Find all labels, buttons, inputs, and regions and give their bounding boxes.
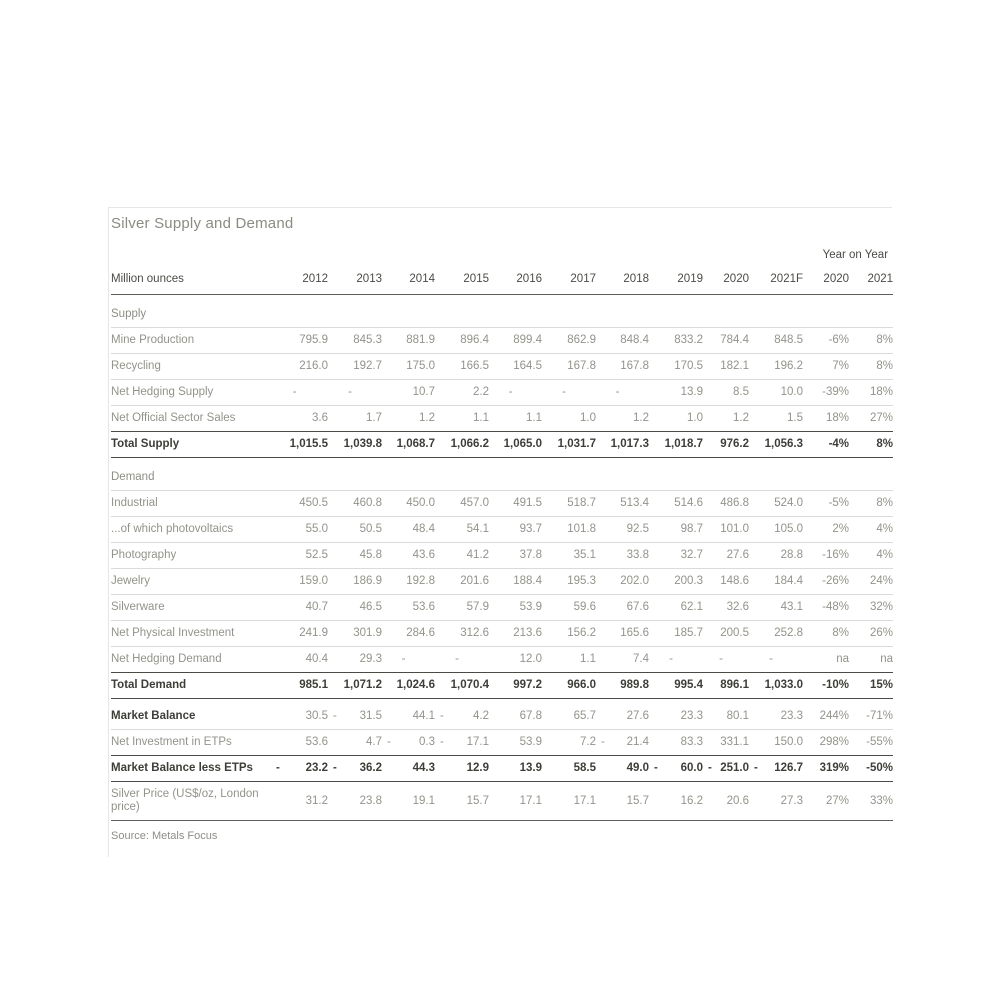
- value-cell: - 0.3: [382, 730, 435, 756]
- value-cell: 881.9: [382, 328, 435, 354]
- value-cell: 1.1: [489, 406, 542, 432]
- value-cell: 33.8: [596, 543, 649, 569]
- yoy-cell: 18%: [803, 406, 849, 432]
- value-cell: 167.8: [542, 354, 596, 380]
- value-cell: 7.4: [596, 647, 649, 673]
- value-cell: 862.9: [542, 328, 596, 354]
- yoy-cell: 18%: [849, 380, 893, 406]
- value-cell: 201.6: [435, 569, 489, 595]
- value-cell: 1,017.3: [596, 432, 649, 458]
- value-cell: -: [649, 647, 703, 673]
- yoy-cell: -16%: [803, 543, 849, 569]
- value-cell: 62.1: [649, 595, 703, 621]
- value-cell: 1,070.4: [435, 673, 489, 699]
- value-cell: 1,015.5: [271, 432, 328, 458]
- yoy-cell: 32%: [849, 595, 893, 621]
- row-label: Total Demand: [111, 673, 271, 699]
- value-cell: 53.6: [271, 730, 328, 756]
- yoy-cell: -5%: [803, 491, 849, 517]
- yoy-cell: 27%: [849, 406, 893, 432]
- value-cell: 186.9: [328, 569, 382, 595]
- table-row: [111, 328, 893, 354]
- yoy-cell: 8%: [849, 354, 893, 380]
- table-row: [111, 699, 893, 730]
- table-row: [111, 543, 893, 569]
- value-cell: 976.2: [703, 432, 749, 458]
- column-header-year: 2017: [570, 273, 596, 285]
- value-cell: 301.9: [328, 621, 382, 647]
- table-header: [111, 232, 893, 295]
- data-table: [111, 232, 893, 821]
- value-cell: 1.2: [703, 406, 749, 432]
- row-label: Net Investment in ETPs: [111, 730, 271, 756]
- value-cell: 460.8: [328, 491, 382, 517]
- yoy-cell: 319%: [803, 756, 849, 782]
- yoy-cell: -4%: [803, 432, 849, 458]
- value-cell: 1,033.0: [749, 673, 803, 699]
- row-label: Industrial: [111, 491, 271, 517]
- row-label: Market Balance: [111, 699, 271, 730]
- value-cell: 59.6: [542, 595, 596, 621]
- value-cell: 200.5: [703, 621, 749, 647]
- value-cell: 284.6: [382, 621, 435, 647]
- value-cell: 17.1: [542, 782, 596, 821]
- value-cell: 241.9: [271, 621, 328, 647]
- value-cell: 67.8: [489, 699, 542, 730]
- value-cell: 49.0: [596, 756, 649, 782]
- value-cell: 166.5: [435, 354, 489, 380]
- table-row: [111, 647, 893, 673]
- value-cell: 784.4: [703, 328, 749, 354]
- yoy-cell: 298%: [803, 730, 849, 756]
- value-cell: 27.6: [596, 699, 649, 730]
- table-row: [111, 730, 893, 756]
- table-row: [111, 595, 893, 621]
- value-cell: 1.1: [435, 406, 489, 432]
- year-on-year-label: Year on Year: [822, 249, 889, 261]
- column-header-yoy: 2020: [823, 273, 850, 285]
- value-cell: 156.2: [542, 621, 596, 647]
- table-row: [111, 673, 893, 699]
- yoy-cell: 244%: [803, 699, 849, 730]
- value-cell: 1,068.7: [382, 432, 435, 458]
- value-cell: 1,066.2: [435, 432, 489, 458]
- value-cell: 899.4: [489, 328, 542, 354]
- section-label: Supply: [111, 295, 893, 328]
- value-cell: 331.1: [703, 730, 749, 756]
- row-label: ...of which photovoltaics: [111, 517, 271, 543]
- column-header-year: 2012: [302, 273, 328, 285]
- value-cell: 1.2: [382, 406, 435, 432]
- value-cell: 43.1: [749, 595, 803, 621]
- row-label: Net Physical Investment: [111, 621, 271, 647]
- row-label: Net Hedging Supply: [111, 380, 271, 406]
- value-cell: 1,056.3: [749, 432, 803, 458]
- value-cell: 1,024.6: [382, 673, 435, 699]
- silver-supply-demand-panel: [108, 207, 892, 857]
- value-cell: 148.6: [703, 569, 749, 595]
- section-label: Demand: [111, 458, 893, 491]
- value-cell: -: [703, 647, 749, 673]
- yoy-cell: -55%: [849, 730, 893, 756]
- value-cell: 12.9: [435, 756, 489, 782]
- value-cell: -: [271, 380, 328, 406]
- value-cell: 848.4: [596, 328, 649, 354]
- value-cell: 54.1: [435, 517, 489, 543]
- yoy-cell: 2%: [803, 517, 849, 543]
- value-cell: 83.3: [649, 730, 703, 756]
- row-label: Silver Price (US$/oz, London price): [111, 782, 271, 821]
- value-cell: 2.2: [435, 380, 489, 406]
- value-cell: 32.7: [649, 543, 703, 569]
- value-cell: 10.7: [382, 380, 435, 406]
- value-cell: -: [542, 380, 596, 406]
- value-cell: 1.0: [542, 406, 596, 432]
- value-cell: 985.1: [271, 673, 328, 699]
- value-cell: 52.5: [271, 543, 328, 569]
- value-cell: 795.9: [271, 328, 328, 354]
- table-row: [111, 406, 893, 432]
- value-cell: 46.5: [328, 595, 382, 621]
- value-cell: 13.9: [489, 756, 542, 782]
- value-cell: 43.6: [382, 543, 435, 569]
- column-header-year: 2020: [723, 273, 749, 285]
- yoy-cell: 8%: [849, 491, 893, 517]
- value-cell: 164.5: [489, 354, 542, 380]
- value-cell: 16.2: [649, 782, 703, 821]
- value-cell: 53.9: [489, 730, 542, 756]
- value-cell: - 4.2: [435, 699, 489, 730]
- yoy-cell: 8%: [849, 328, 893, 354]
- value-cell: -: [328, 380, 382, 406]
- yoy-cell: 4%: [849, 517, 893, 543]
- value-cell: 513.4: [596, 491, 649, 517]
- value-cell: 31.2: [271, 782, 328, 821]
- yoy-cell: 4%: [849, 543, 893, 569]
- yoy-cell: 26%: [849, 621, 893, 647]
- table-row: [111, 491, 893, 517]
- value-cell: 3.6: [271, 406, 328, 432]
- value-cell: 50.5: [328, 517, 382, 543]
- value-cell: 150.0: [749, 730, 803, 756]
- value-cell: 848.5: [749, 328, 803, 354]
- value-cell: 40.7: [271, 595, 328, 621]
- value-cell: - 17.1: [435, 730, 489, 756]
- value-cell: -: [435, 647, 489, 673]
- row-label: Net Hedging Demand: [111, 647, 271, 673]
- row-label: Total Supply: [111, 432, 271, 458]
- value-cell: 195.3: [542, 569, 596, 595]
- value-cell: 450.0: [382, 491, 435, 517]
- value-cell: 20.6: [703, 782, 749, 821]
- value-cell: 450.5: [271, 491, 328, 517]
- value-cell: 833.2: [649, 328, 703, 354]
- yoy-cell: -26%: [803, 569, 849, 595]
- page-title: Silver Supply and Demand: [111, 215, 294, 232]
- value-cell: 1,018.7: [649, 432, 703, 458]
- value-cell: 32.6: [703, 595, 749, 621]
- value-cell: 845.3: [328, 328, 382, 354]
- value-cell: 7.2: [542, 730, 596, 756]
- value-cell: 41.2: [435, 543, 489, 569]
- value-cell: - 23.2: [271, 756, 328, 782]
- value-cell: 514.6: [649, 491, 703, 517]
- value-cell: 213.6: [489, 621, 542, 647]
- value-cell: 13.9: [649, 380, 703, 406]
- value-cell: 216.0: [271, 354, 328, 380]
- value-cell: 192.8: [382, 569, 435, 595]
- table-row: [111, 295, 893, 328]
- yoy-cell: -39%: [803, 380, 849, 406]
- value-cell: 53.9: [489, 595, 542, 621]
- value-cell: 185.7: [649, 621, 703, 647]
- value-cell: 1.0: [649, 406, 703, 432]
- value-cell: - 31.5: [328, 699, 382, 730]
- table-row: [111, 432, 893, 458]
- value-cell: 1,031.7: [542, 432, 596, 458]
- table-row: [111, 380, 893, 406]
- value-cell: 200.3: [649, 569, 703, 595]
- value-cell: 40.4: [271, 647, 328, 673]
- column-header-yoy: 2021: [867, 273, 894, 285]
- value-cell: - 126.7: [749, 756, 803, 782]
- value-cell: 58.5: [542, 756, 596, 782]
- value-cell: 518.7: [542, 491, 596, 517]
- value-cell: -: [489, 380, 542, 406]
- value-cell: -: [382, 647, 435, 673]
- source-note: Source: Metals Focus: [111, 830, 218, 842]
- yoy-cell: -48%: [803, 595, 849, 621]
- value-cell: 252.8: [749, 621, 803, 647]
- value-cell: 896.1: [703, 673, 749, 699]
- value-cell: 1.1: [542, 647, 596, 673]
- value-cell: 167.8: [596, 354, 649, 380]
- value-cell: 170.5: [649, 354, 703, 380]
- value-cell: 17.1: [489, 782, 542, 821]
- value-cell: 44.1: [382, 699, 435, 730]
- value-cell: 1.2: [596, 406, 649, 432]
- value-cell: 48.4: [382, 517, 435, 543]
- value-cell: 486.8: [703, 491, 749, 517]
- value-cell: 55.0: [271, 517, 328, 543]
- value-cell: 28.8: [749, 543, 803, 569]
- value-cell: 93.7: [489, 517, 542, 543]
- value-cell: 8.5: [703, 380, 749, 406]
- value-cell: 12.0: [489, 647, 542, 673]
- row-label: Jewelry: [111, 569, 271, 595]
- value-cell: 53.6: [382, 595, 435, 621]
- value-cell: 10.0: [749, 380, 803, 406]
- value-cell: 15.7: [435, 782, 489, 821]
- value-cell: 27.3: [749, 782, 803, 821]
- value-cell: 23.3: [749, 699, 803, 730]
- value-cell: - 36.2: [328, 756, 382, 782]
- yoy-cell: 27%: [803, 782, 849, 821]
- value-cell: 196.2: [749, 354, 803, 380]
- value-cell: 23.3: [649, 699, 703, 730]
- yoy-cell: -10%: [803, 673, 849, 699]
- value-cell: 57.9: [435, 595, 489, 621]
- value-cell: 457.0: [435, 491, 489, 517]
- value-cell: 30.5: [271, 699, 328, 730]
- yoy-cell: 8%: [803, 621, 849, 647]
- value-cell: 65.7: [542, 699, 596, 730]
- value-cell: 29.3: [328, 647, 382, 673]
- table-row: [111, 458, 893, 491]
- value-cell: 37.8: [489, 543, 542, 569]
- header-spacer: [111, 232, 803, 265]
- table-row: [111, 517, 893, 543]
- column-header-year: 2013: [356, 273, 382, 285]
- value-cell: 1,071.2: [328, 673, 382, 699]
- value-cell: - 60.0: [649, 756, 703, 782]
- value-cell: 896.4: [435, 328, 489, 354]
- value-cell: 175.0: [382, 354, 435, 380]
- yoy-cell: 7%: [803, 354, 849, 380]
- value-cell: 184.4: [749, 569, 803, 595]
- value-cell: 4.7: [328, 730, 382, 756]
- value-cell: 1,039.8: [328, 432, 382, 458]
- value-cell: 989.8: [596, 673, 649, 699]
- value-cell: - 251.0: [703, 756, 749, 782]
- value-cell: 159.0: [271, 569, 328, 595]
- column-header-year: 2019: [677, 273, 703, 285]
- table-body: [111, 295, 893, 821]
- row-label: Recycling: [111, 354, 271, 380]
- value-cell: 1,065.0: [489, 432, 542, 458]
- column-header-year: 2018: [623, 273, 649, 285]
- value-cell: 1.7: [328, 406, 382, 432]
- column-header-year: 2014: [409, 273, 435, 285]
- value-cell: 67.6: [596, 595, 649, 621]
- yoy-cell: -71%: [849, 699, 893, 730]
- yoy-cell: 24%: [849, 569, 893, 595]
- value-cell: 19.1: [382, 782, 435, 821]
- row-label: Net Official Sector Sales: [111, 406, 271, 432]
- value-cell: - 21.4: [596, 730, 649, 756]
- value-cell: 92.5: [596, 517, 649, 543]
- value-cell: 45.8: [328, 543, 382, 569]
- value-cell: 192.7: [328, 354, 382, 380]
- yoy-cell: na: [803, 647, 849, 673]
- table-row: [111, 782, 893, 821]
- table-row: [111, 354, 893, 380]
- value-cell: 15.7: [596, 782, 649, 821]
- value-cell: 23.8: [328, 782, 382, 821]
- value-cell: 202.0: [596, 569, 649, 595]
- value-cell: 966.0: [542, 673, 596, 699]
- value-cell: 27.6: [703, 543, 749, 569]
- yoy-cell: 33%: [849, 782, 893, 821]
- value-cell: 165.6: [596, 621, 649, 647]
- yoy-cell: na: [849, 647, 893, 673]
- row-label: Silverware: [111, 595, 271, 621]
- value-cell: 997.2: [489, 673, 542, 699]
- value-cell: 98.7: [649, 517, 703, 543]
- row-label: Market Balance less ETPs: [111, 756, 271, 782]
- unit-label: Million ounces: [111, 273, 184, 285]
- yoy-cell: 8%: [849, 432, 893, 458]
- value-cell: 105.0: [749, 517, 803, 543]
- value-cell: 1.5: [749, 406, 803, 432]
- value-cell: 491.5: [489, 491, 542, 517]
- value-cell: 44.3: [382, 756, 435, 782]
- value-cell: 182.1: [703, 354, 749, 380]
- yoy-cell: 15%: [849, 673, 893, 699]
- yoy-cell: -50%: [849, 756, 893, 782]
- value-cell: 995.4: [649, 673, 703, 699]
- value-cell: 101.0: [703, 517, 749, 543]
- column-header-year: 2015: [463, 273, 489, 285]
- value-cell: -: [749, 647, 803, 673]
- table-row: [111, 756, 893, 782]
- row-label: Mine Production: [111, 328, 271, 354]
- value-cell: 101.8: [542, 517, 596, 543]
- value-cell: 312.6: [435, 621, 489, 647]
- column-header-year: 2016: [516, 273, 542, 285]
- table-row: [111, 569, 893, 595]
- yoy-cell: -6%: [803, 328, 849, 354]
- value-cell: -: [596, 380, 649, 406]
- table-row: [111, 621, 893, 647]
- column-header-year: 2021F: [770, 273, 804, 285]
- value-cell: 35.1: [542, 543, 596, 569]
- value-cell: 524.0: [749, 491, 803, 517]
- row-label: Photography: [111, 543, 271, 569]
- value-cell: 80.1: [703, 699, 749, 730]
- value-cell: 188.4: [489, 569, 542, 595]
